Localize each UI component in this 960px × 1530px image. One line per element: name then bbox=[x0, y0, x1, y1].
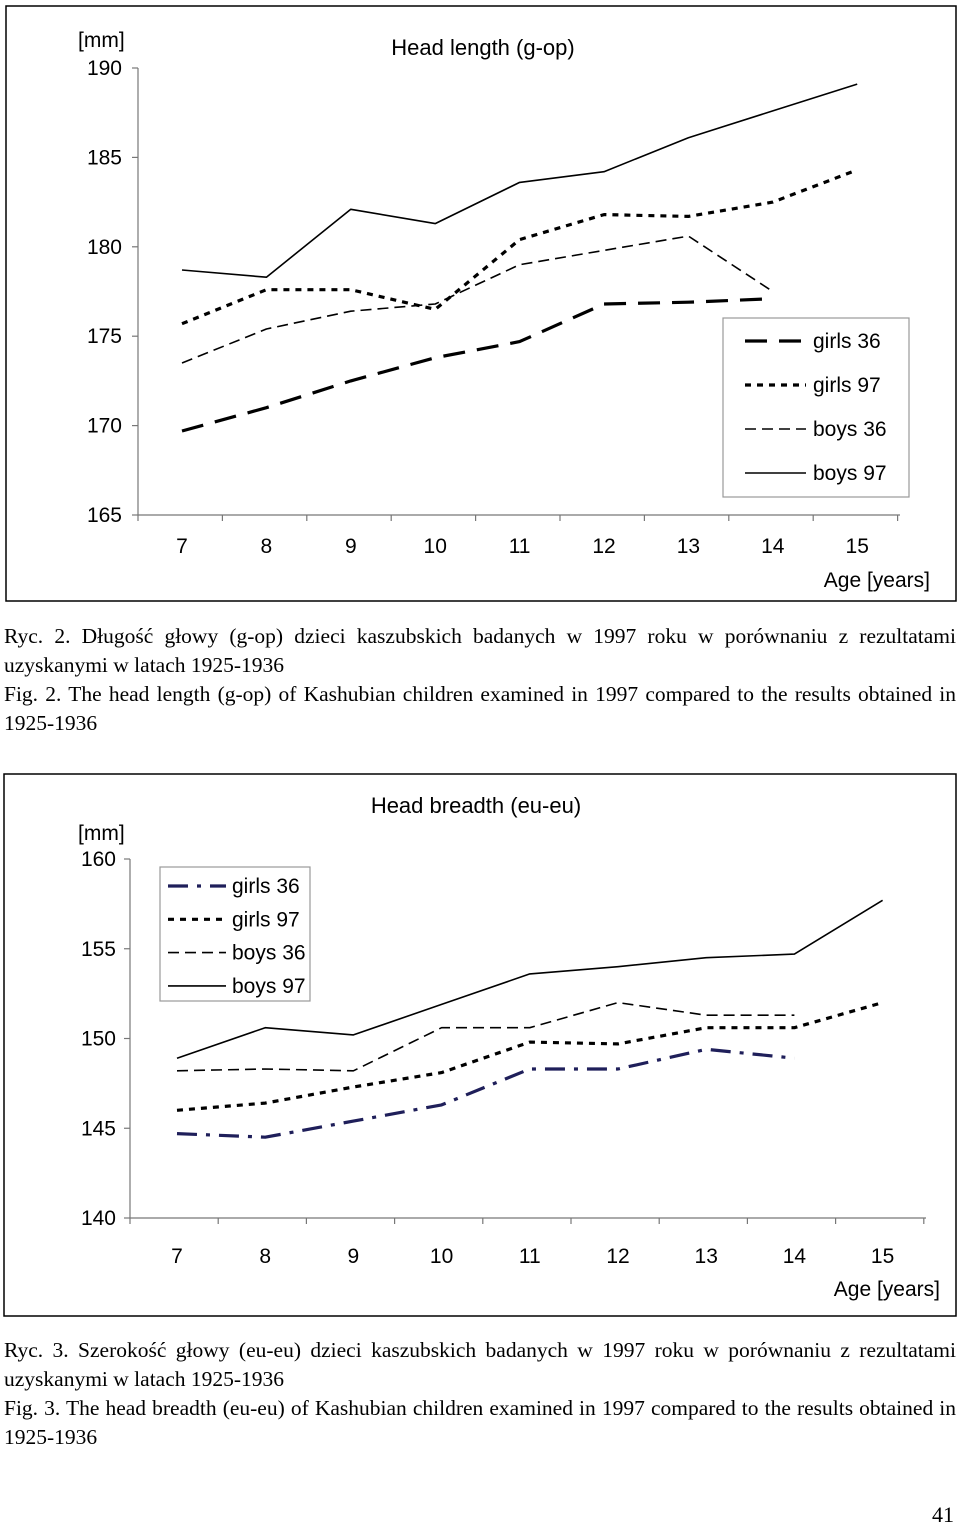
chart-title: Head breadth (eu-eu) bbox=[370, 793, 582, 818]
legend-label: girls 36 bbox=[813, 330, 881, 353]
x-axis-label: Age [years] bbox=[823, 569, 930, 592]
caption-english: Fig. 3. The head breadth (eu-eu) of Kashubian children examined in 1997 compared to the results obtained in 1925-1936 bbox=[4, 1396, 956, 1449]
y-tick-label: 140 bbox=[80, 1207, 116, 1230]
legend-label: girls 97 bbox=[813, 374, 881, 397]
x-tick-label: 13 bbox=[694, 1245, 718, 1268]
y-tick-label: 155 bbox=[80, 937, 116, 961]
x-tick-label: 7 bbox=[176, 535, 188, 558]
x-tick-label: 10 bbox=[429, 1245, 454, 1268]
page-number: 41 bbox=[932, 1502, 954, 1527]
chart-title: Head length (g-op) bbox=[391, 35, 575, 60]
x-tick-label: 9 bbox=[344, 535, 357, 558]
x-axis-label: Age [years] bbox=[833, 1278, 940, 1301]
legend-label: girls 97 bbox=[232, 908, 300, 932]
legend-label: boys 97 bbox=[813, 462, 887, 485]
y-tick-label: 170 bbox=[86, 414, 122, 438]
x-tick-label: 11 bbox=[508, 535, 531, 558]
y-unit-label: [mm] bbox=[78, 29, 125, 52]
x-tick-label: 11 bbox=[518, 1245, 541, 1268]
y-tick-label: 190 bbox=[86, 57, 122, 80]
x-tick-label: 8 bbox=[259, 1245, 272, 1268]
legend-label: boys 36 bbox=[232, 941, 306, 965]
figure-2-caption bbox=[4, 622, 956, 738]
legend bbox=[723, 318, 909, 497]
y-tick-label: 150 bbox=[80, 1027, 116, 1051]
caption-polish: Ryc. 2. Długość głowy (g-op) dzieci kaszubskich badanych w 1997 roku w porównaniu z rezultatami uzyskanymi w latach 1925-1936 bbox=[4, 624, 956, 677]
y-tick-label: 160 bbox=[80, 848, 116, 871]
figure-3-caption bbox=[4, 1336, 956, 1452]
y-unit-label: [mm] bbox=[78, 822, 125, 845]
chart-frame bbox=[4, 774, 956, 1316]
legend bbox=[160, 867, 310, 1001]
y-tick-label: 165 bbox=[86, 504, 122, 527]
y-tick-label: 185 bbox=[86, 146, 122, 170]
legend-label: boys 97 bbox=[232, 974, 306, 998]
x-tick-label: 13 bbox=[676, 535, 701, 558]
y-tick-label: 180 bbox=[86, 235, 122, 259]
x-tick-label: 10 bbox=[423, 535, 447, 558]
x-tick-label: 15 bbox=[870, 1245, 895, 1268]
x-tick-label: 8 bbox=[260, 535, 273, 558]
x-tick-label: 7 bbox=[171, 1245, 183, 1268]
y-tick-label: 145 bbox=[80, 1117, 116, 1141]
x-tick-label: 12 bbox=[606, 1245, 630, 1268]
x-tick-label: 14 bbox=[782, 1245, 807, 1268]
x-tick-label: 15 bbox=[845, 535, 869, 558]
head-length-chart bbox=[0, 0, 960, 605]
x-tick-label: 9 bbox=[347, 1245, 360, 1268]
chart-frame bbox=[6, 6, 956, 601]
x-tick-label: 12 bbox=[592, 535, 616, 558]
legend-label: girls 36 bbox=[232, 875, 300, 898]
x-tick-label: 14 bbox=[761, 535, 785, 558]
caption-polish: Ryc. 3. Szerokość głowy (eu-eu) dzieci kaszubskich badanych w 1997 roku w porównaniu z rezultatami uzyskanymi w latach 1925-1936 bbox=[4, 1338, 956, 1391]
head-breadth-chart bbox=[0, 770, 960, 1320]
caption-english: Fig. 2. The head length (g-op) of Kashubian children examined in 1997 compared to the results obtained in 1925-1936 bbox=[4, 682, 956, 735]
y-tick-label: 175 bbox=[86, 325, 122, 349]
legend-label: boys 36 bbox=[813, 418, 887, 441]
